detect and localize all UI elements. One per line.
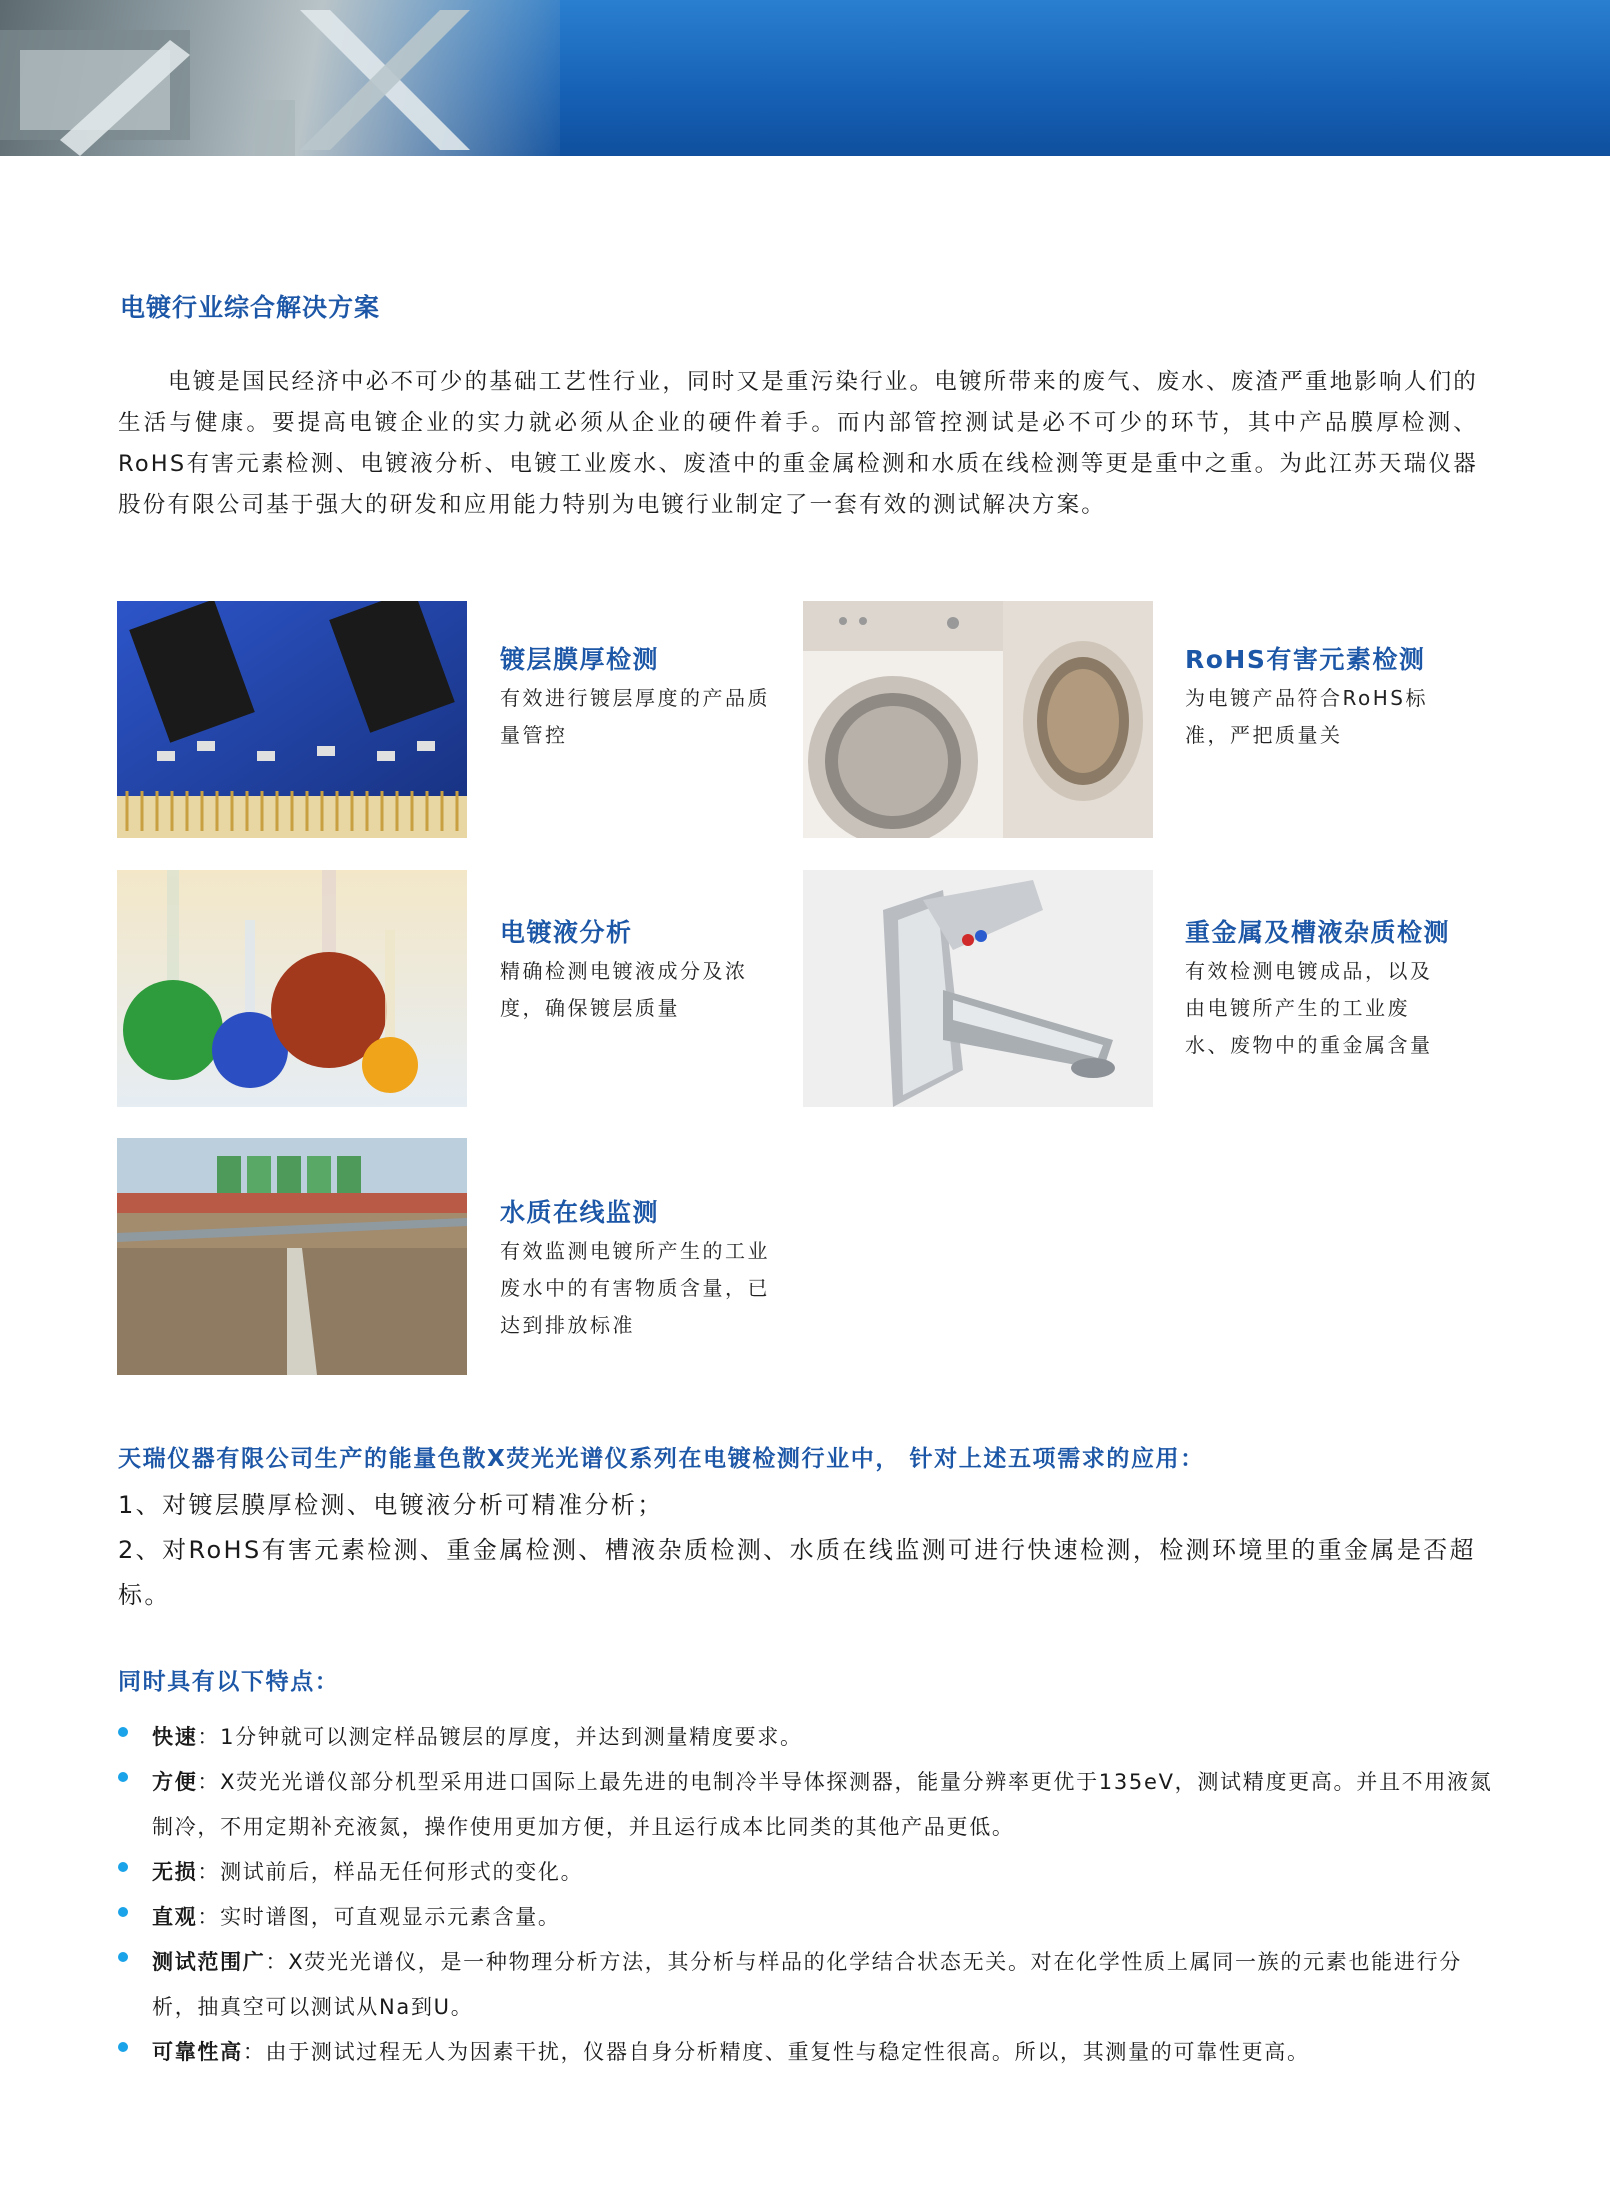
bullet-icon — [118, 2042, 128, 2052]
feature-item — [118, 1760, 1498, 1850]
page-title: 电镀行业综合解决方案 — [120, 293, 381, 322]
card-desc-water-quality: 有效监测电镀所产生的工业废水中的有害物质含量，已达到排放标准 — [500, 1239, 770, 1337]
bullet-icon — [118, 1952, 128, 1962]
feature-label: 直观 — [152, 1905, 198, 1929]
card-title-heavy-metal: 重金属及槽液杂质检测 — [1185, 918, 1451, 947]
feature-item — [118, 1850, 1498, 1895]
feature-label: 无损 — [152, 1860, 198, 1884]
feature-text: ：测试前后，样品无任何形式的变化。 — [197, 1860, 584, 1884]
feature-text: ：X荧光光谱仪，是一种物理分析方法，其分析与样品的化学结合状态无关。对在化学性质上属同一族的元素也能进行分析，抽真空可以测试从Na到U。 — [152, 1950, 1462, 2019]
bullet-icon — [118, 1907, 128, 1917]
feature-label: 可靠性高 — [152, 2040, 243, 2064]
card-desc-plating-solution: 精确检测电镀液成分及浓度，确保镀层质量 — [500, 959, 748, 1020]
feature-text: ：实时谱图，可直观显示元素含量。 — [197, 1905, 561, 1929]
washing-machine-image — [803, 601, 1153, 838]
bullet-icon — [118, 1862, 128, 1872]
feature-text: ：1分钟就可以测定样品镀层的厚度，并达到测量精度要求。 — [197, 1725, 803, 1749]
intro-paragraph: 电镀是国民经济中必不可少的基础工艺性行业，同时又是重污染行业。电镀所带来的废气、废水、废渣严重地影响人们的生活与健康。要提高电镀企业的实力就必须从企业的硬件着手。而内部管控测试是必不可少的环节，其中产品膜厚检测、RoHS有害元素检测、电镀液分析、电镀工业废水、废渣中的重金属检测和水质在线检测等更是重中之重。为此江苏天瑞仪器股份有限公司基于强大的研发和应用能力特别为电镀行业制定了一套有效的测试解决方案。 — [118, 369, 1478, 518]
feature-item — [118, 1895, 1498, 1940]
faucet-image — [803, 870, 1153, 1107]
header-banner — [0, 0, 1610, 156]
bullet-icon — [118, 1727, 128, 1737]
banner-x-graphic — [0, 0, 560, 156]
feature-label: 方便 — [152, 1770, 198, 1794]
chemistry-flasks-image — [117, 870, 467, 1107]
feature-text: ：X荧光光谱仪部分机型采用进口国际上最先进的电制冷半导体探测器，能量分辨率更优于135eV，测试精度更高。并且不用液氮制冷，不用定期补充液氮，操作使用更加方便，并且运行成本比同类的其他产品更低。 — [152, 1770, 1493, 1839]
water-treatment-image — [117, 1138, 467, 1375]
feature-item — [118, 1715, 1498, 1760]
card-title-plating-solution: 电镀液分析 — [500, 918, 633, 947]
card-desc-heavy-metal: 有效检测电镀成品，以及由电镀所产生的工业废水、废物中的重金属含量 — [1185, 959, 1433, 1057]
feature-text: ：由于测试过程无人为因素干扰，仪器自身分析精度、重复性与稳定性很高。所以，其测量的可靠性更高。 — [242, 2040, 1310, 2064]
circuit-board-image — [117, 601, 467, 838]
applications-heading: 天瑞仪器有限公司生产的能量色散X荧光光谱仪系列在电镀检测行业中， 针对上述五项需求的应用： — [118, 1446, 1205, 1472]
feature-label: 测试范围广 — [152, 1950, 266, 1974]
feature-label: 快速 — [152, 1725, 198, 1749]
card-desc-plating-thickness: 有效进行镀层厚度的产品质量管控 — [500, 686, 770, 747]
card-desc-rohs: 为电镀产品符合RoHS标准，严把质量关 — [1185, 686, 1428, 747]
feature-item — [118, 2030, 1498, 2075]
feature-item — [118, 1940, 1498, 2030]
application-item-2: 2、对RoHS有害元素检测、重金属检测、槽液杂质检测、水质在线监测可进行快速检测，检测环境里的重金属是否超标。 — [118, 1536, 1477, 1609]
bullet-icon — [118, 1772, 128, 1782]
card-title-water-quality: 水质在线监测 — [500, 1198, 660, 1227]
card-title-plating-thickness: 镀层膜厚检测 — [500, 645, 660, 674]
features-heading: 同时具有以下特点： — [118, 1669, 340, 1695]
card-title-rohs: RoHS有害元素检测 — [1185, 645, 1426, 674]
application-item-1: 1、对镀层膜厚检测、电镀液分析可精准分析； — [118, 1491, 664, 1519]
